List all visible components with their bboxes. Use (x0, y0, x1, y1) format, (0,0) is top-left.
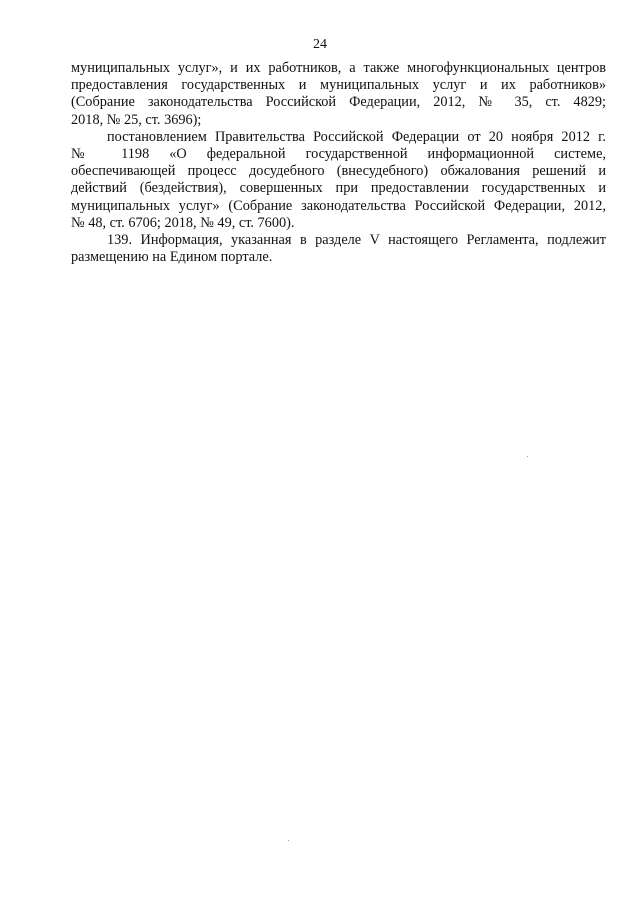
text-line: муниципальных услуг», и их работников, а также многофункциональных центров (71, 60, 606, 76)
text-line: муниципальных услуг» (Собрание законодательства Российской Федерации, 2012, (71, 197, 606, 214)
text-line: № 1198 «О федеральной государственной информационной системе, (71, 146, 606, 163)
document-body (71, 60, 606, 266)
text-line: постановлением Правительства Российской Федерации от 20 ноября 2012 г. (107, 128, 606, 145)
paragraph-government-resolution (71, 129, 606, 232)
text-line: действий (бездействия), совершенных при предоставлении государственных и (71, 180, 606, 197)
text-line: 139. Информация, указанная в разделе V настоящего Регламента, подлежит (107, 232, 606, 249)
text-line: (Собрание законодательства Российской Федерации, 2012, № 35, ст. 4829; (71, 94, 606, 111)
scan-speck (527, 456, 528, 457)
text-line: предоставления государственных и муниципальных услуг и их работников» (71, 77, 606, 94)
paragraph-item-139 (71, 232, 606, 266)
text-line: размещению на Едином портале. (71, 249, 273, 266)
paragraph-legislation-reference (71, 60, 606, 129)
text-line: № 48, ст. 6706; 2018, № 49, ст. 7600). (71, 214, 295, 231)
text-line: обеспечивающей процесс досудебного (внесудебного) обжалования решений и (71, 163, 606, 180)
page-number: 24 (313, 37, 327, 52)
text-line: 2018, № 25, ст. 3696); (71, 111, 202, 128)
scan-speck (288, 840, 289, 841)
